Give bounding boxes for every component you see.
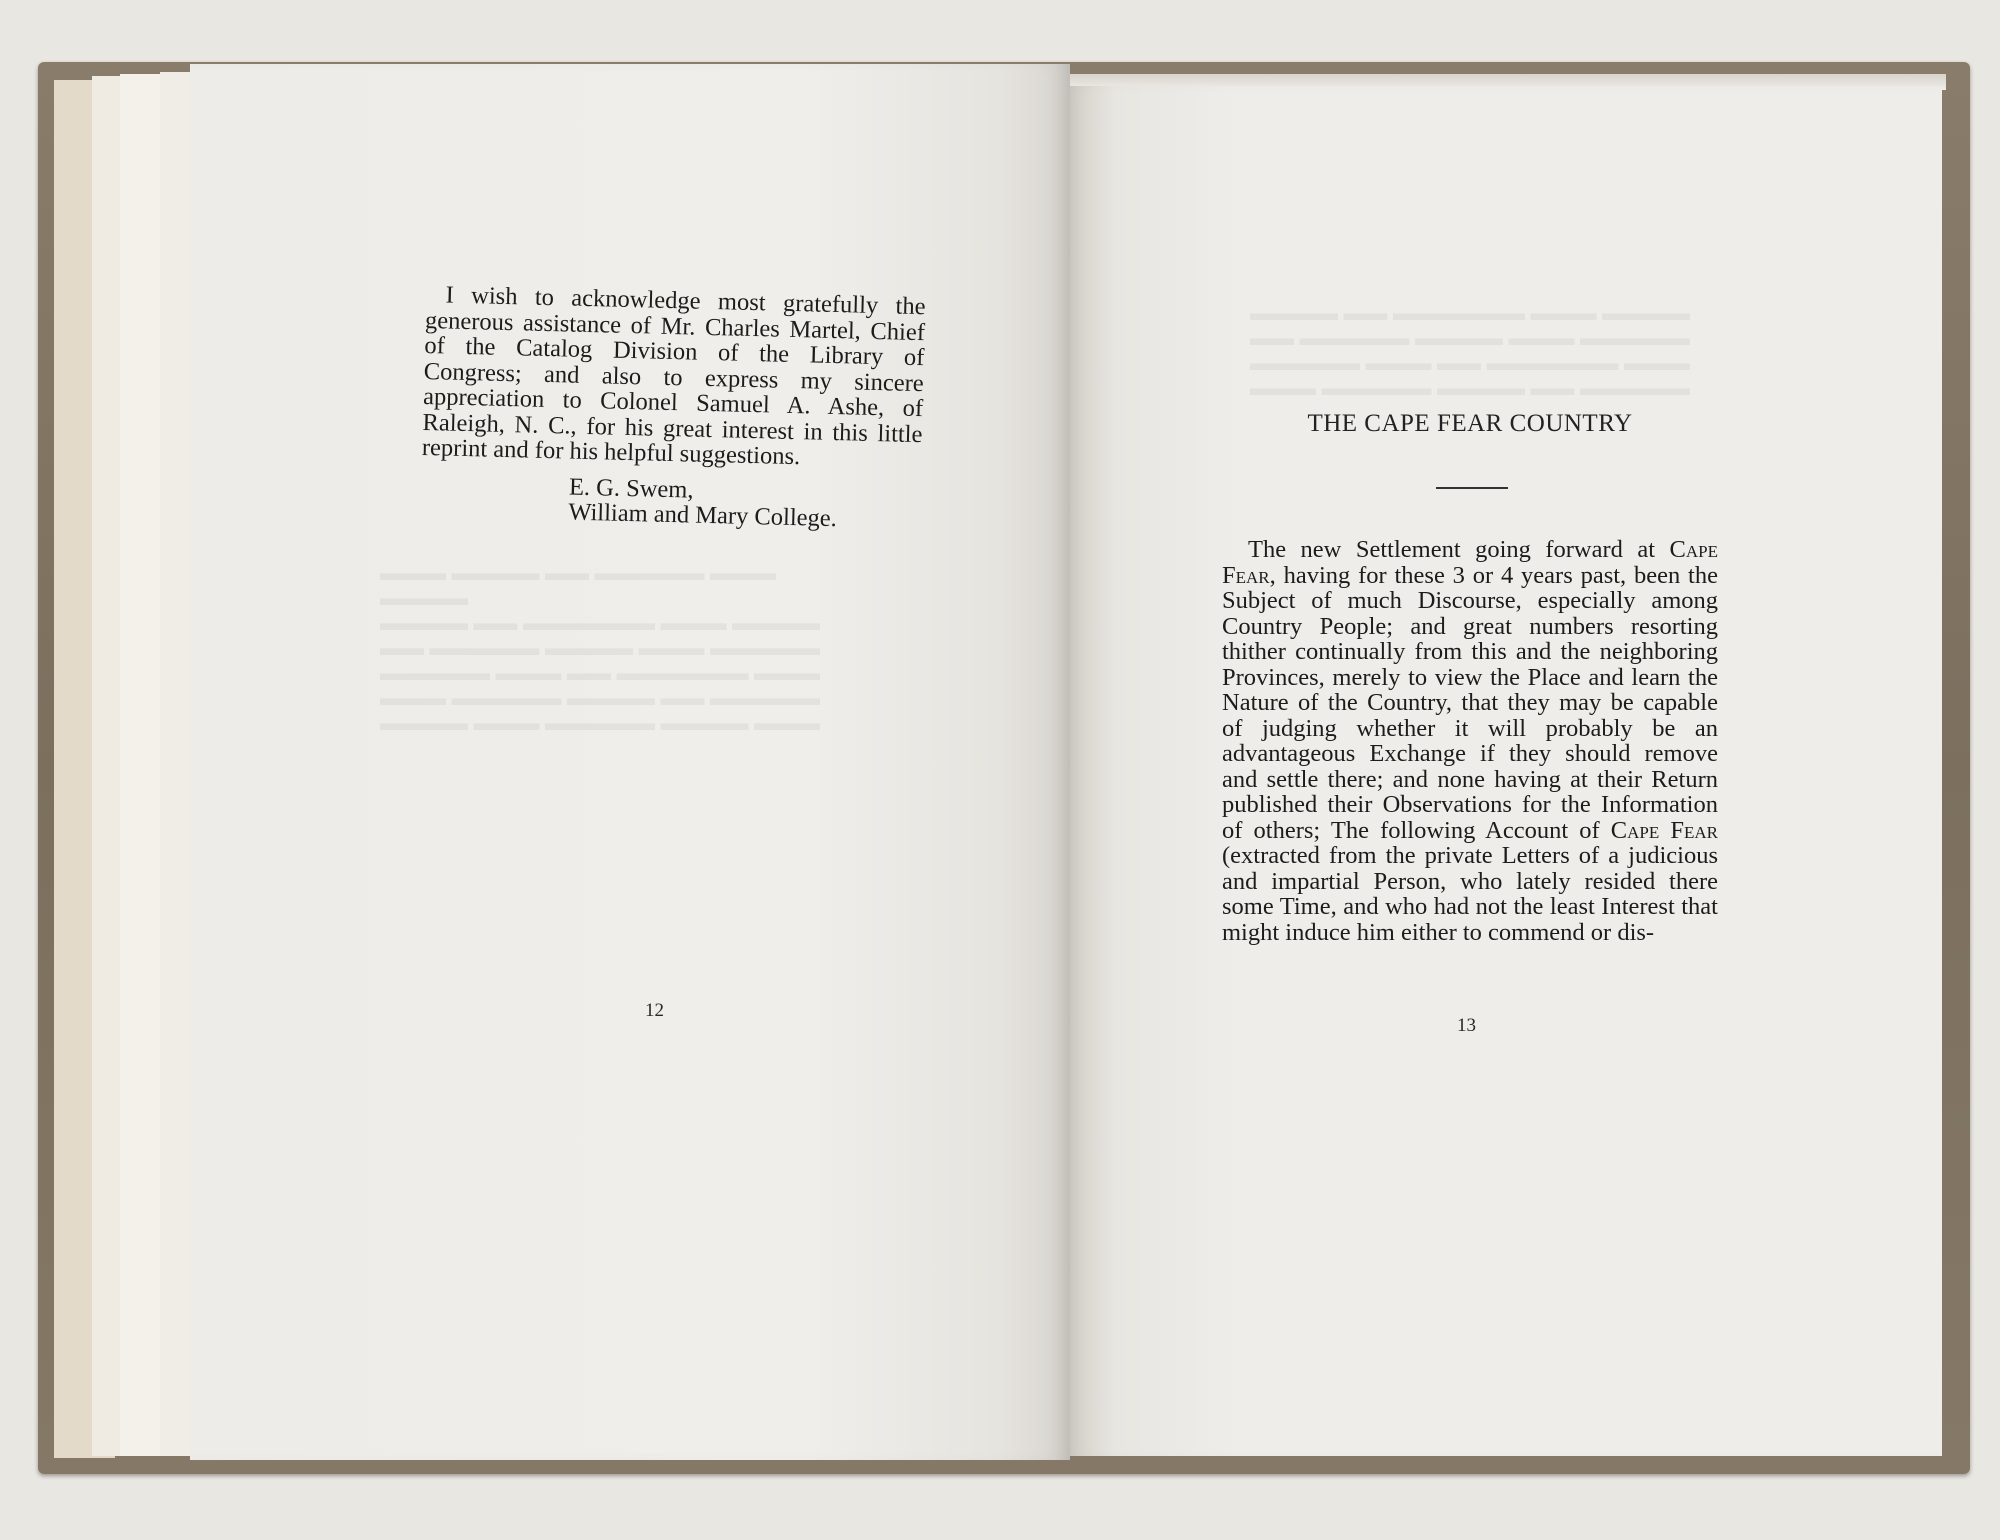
show-through-text: ▬▬▬▬ ▬▬ ▬▬▬▬▬▬ ▬▬▬ ▬▬▬▬ ▬▬ ▬▬▬▬▬ ▬▬▬▬ ▬▬▬ ▬▬▬▬▬ ▬▬▬▬▬ ▬▬▬ ▬▬ ▬▬▬▬▬▬ ▬▬▬ ▬▬▬ ▬▬▬▬▬ ▬▬▬▬ ▬▬ ▬▬▬▬▬ <box>1250 300 1690 400</box>
show-through-text: ▬▬▬ ▬▬▬▬ ▬▬ ▬▬▬▬▬ ▬▬▬ ▬▬▬▬ ▬▬▬▬ ▬▬ ▬▬▬▬▬▬ ▬▬▬ ▬▬▬▬ ▬▬ ▬▬▬▬▬ ▬▬▬▬ ▬▬▬ ▬▬▬▬▬ ▬▬▬▬▬ ▬▬▬ ▬▬ ▬▬▬▬▬▬ ▬▬▬ ▬▬▬ ▬▬▬▬▬ ▬▬▬▬ ▬▬ ▬▬▬▬▬ ▬▬▬▬ ▬▬▬ ▬▬▬▬▬ ▬▬▬▬ ▬▬▬ <box>380 560 820 735</box>
signature-affiliation: William and Mary College. <box>568 498 838 533</box>
signature-name: E. G. Swem, <box>568 473 694 504</box>
small-caps-cape-fear: Cape Fear <box>1222 536 1718 589</box>
page-number-left: 12 <box>645 1000 664 1021</box>
small-caps-cape-fear: Cape Fear <box>1610 816 1718 844</box>
page-number-right: 13 <box>1457 1015 1476 1036</box>
acknowledgment-paragraph: I wish to acknowledge most gratefully the generous assistance of Mr. Charles Martel, Chief of the Catalog Division of the Library of Congress; and also to express my sincere appreciation to Colonel Samuel A. Ashe, of Raleigh, N. C., for his great interest in this little reprint and for his helpful suggestions. <box>421 281 926 471</box>
title-rule <box>1436 487 1508 489</box>
chapter-title: THE CAPE FEAR COUNTRY <box>1307 410 1633 437</box>
body-text-part: The new Settlement going forward at <box>1248 536 1670 563</box>
body-paragraph-block <box>1222 537 1718 945</box>
page-stack-edge <box>92 76 123 1456</box>
body-paragraph <box>1222 537 1718 945</box>
left-page <box>190 64 1070 1460</box>
body-text-part: (extracted from the private Letters of a judicious and impartial Person, who lately resided there some Time, and who had not the least Interest that might induce him either to commend or dis- <box>1222 842 1718 946</box>
body-text-part: , having for these 3 or 4 years past, been the Subject of much Discourse, especially among Country People; and great numbers resorting thither continually from this and the neighboring Provinces, merely to view the Place and learn the Nature of the Country, that they may be capable of judging whether it will probably be an advantageous Exchange if they should remove and settle there; and none having at their Return published their Observations for the Information of others; The following Account of <box>1222 561 1718 844</box>
acknowledgment-block <box>420 282 926 534</box>
